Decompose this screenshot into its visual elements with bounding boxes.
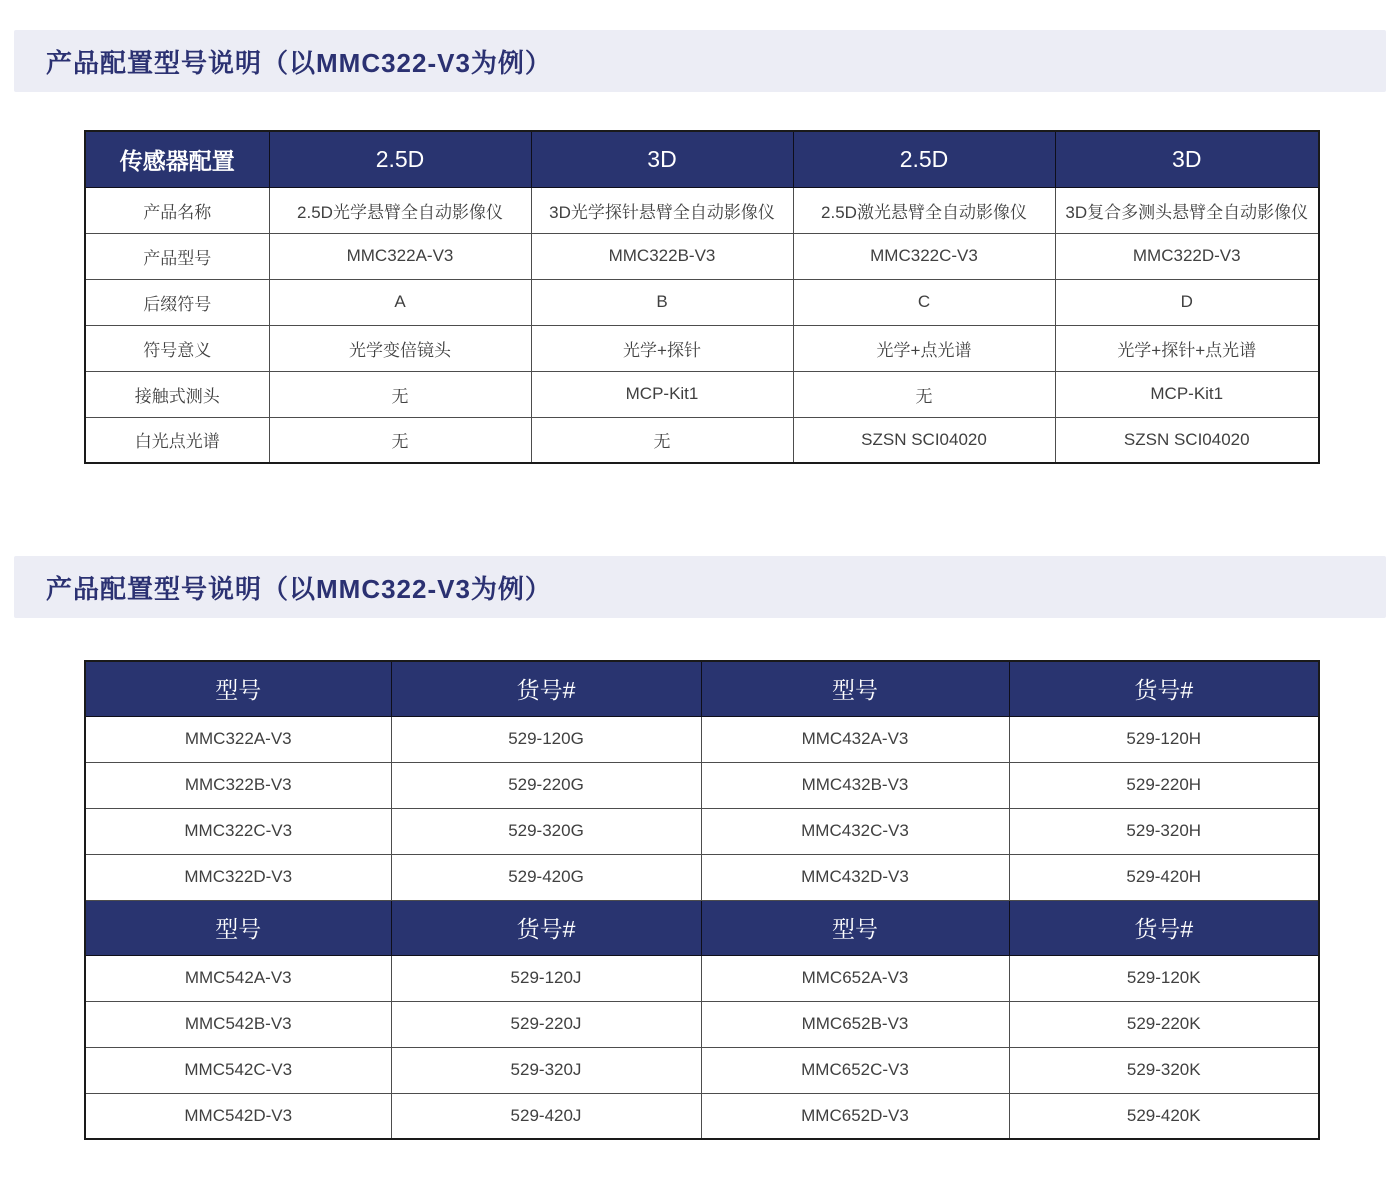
sensor-table-row-label: 后缀符号 [85, 279, 269, 325]
sensor-table-row-2 [85, 279, 1319, 325]
sensor-table-row-label: 产品名称 [85, 187, 269, 233]
model-table-col-header-0-0: 型号 [85, 661, 391, 716]
model-table-cell: 529-420K [1009, 1093, 1319, 1139]
model-table-cell: MMC652D-V3 [701, 1093, 1009, 1139]
model-table-cell: MMC322B-V3 [85, 762, 391, 808]
sensor-table-row-label: 符号意义 [85, 325, 269, 371]
sensor-table-cell: MMC322D-V3 [1055, 233, 1319, 279]
model-table-cell: MMC542B-V3 [85, 1001, 391, 1047]
sensor-table-cell: 3D光学探针悬臂全自动影像仪 [531, 187, 793, 233]
model-table-cell: 529-320J [391, 1047, 701, 1093]
model-table-cell: 529-420J [391, 1093, 701, 1139]
model-itemno-table [84, 660, 1320, 1140]
model-table-cell: MMC432A-V3 [701, 716, 1009, 762]
model-table-cell: MMC542A-V3 [85, 955, 391, 1001]
sensor-table-cell: 光学+点光谱 [793, 325, 1055, 371]
model-table-cell: MMC432D-V3 [701, 854, 1009, 900]
model-table-row-1-3 [85, 1093, 1319, 1139]
model-table-cell: MMC542D-V3 [85, 1093, 391, 1139]
model-table-cell: 529-320G [391, 808, 701, 854]
model-table-cell: 529-120J [391, 955, 701, 1001]
sensor-table-cell: SZSN SCI04020 [1055, 417, 1319, 463]
model-table-cell: MMC322A-V3 [85, 716, 391, 762]
sensor-config-table-body [85, 131, 1319, 463]
sensor-table-row-3 [85, 325, 1319, 371]
model-table-row-1-1 [85, 1001, 1319, 1047]
model-table-cell: MMC652A-V3 [701, 955, 1009, 1001]
model-table-cell: MMC432B-V3 [701, 762, 1009, 808]
sensor-table-cell: 光学变倍镜头 [269, 325, 531, 371]
sensor-table-cell: MMC322A-V3 [269, 233, 531, 279]
model-table-cell: 529-420G [391, 854, 701, 900]
model-table-cell: 529-120G [391, 716, 701, 762]
model-table-cell: 529-320K [1009, 1047, 1319, 1093]
model-table-row-0-2 [85, 808, 1319, 854]
model-table-cell: 529-120K [1009, 955, 1319, 1001]
model-table-col-header-1-2: 型号 [701, 900, 1009, 955]
model-table-cell: MMC652C-V3 [701, 1047, 1009, 1093]
model-table-col-header-1-3: 货号# [1009, 900, 1319, 955]
sensor-table-cell: MMC322B-V3 [531, 233, 793, 279]
sensor-table-cell: 无 [793, 371, 1055, 417]
model-table-header-row-1 [85, 900, 1319, 955]
sensor-table-row-5 [85, 417, 1319, 463]
sensor-table-cell: MCP-Kit1 [531, 371, 793, 417]
sensor-table-cell: 无 [269, 371, 531, 417]
model-table-cell: MMC652B-V3 [701, 1001, 1009, 1047]
sensor-table-cell: D [1055, 279, 1319, 325]
section1-header-bar [14, 30, 1386, 92]
sensor-table-col-header-3: 3D [1055, 131, 1319, 187]
sensor-table-cell: 3D复合多测头悬臂全自动影像仪 [1055, 187, 1319, 233]
model-table-cell: MMC432C-V3 [701, 808, 1009, 854]
model-table-cell: MMC322D-V3 [85, 854, 391, 900]
sensor-table-row-label: 接触式测头 [85, 371, 269, 417]
sensor-table-cell: 无 [269, 417, 531, 463]
model-table-cell: 529-120H [1009, 716, 1319, 762]
sensor-table-row-0 [85, 187, 1319, 233]
sensor-table-row-label: 产品型号 [85, 233, 269, 279]
sensor-table-corner-header: 传感器配置 [85, 131, 269, 187]
sensor-table-row-1 [85, 233, 1319, 279]
model-table-header-row-0 [85, 661, 1319, 716]
model-table-col-header-0-2: 型号 [701, 661, 1009, 716]
model-table-col-header-0-3: 货号# [1009, 661, 1319, 716]
sensor-table-col-header-2: 2.5D [793, 131, 1055, 187]
sensor-table-header-row [85, 131, 1319, 187]
model-table-cell: MMC542C-V3 [85, 1047, 391, 1093]
section2-title: 产品配置型号说明（以MMC322-V3为例） [46, 573, 552, 604]
sensor-table-cell: C [793, 279, 1055, 325]
section2-header-bar [14, 556, 1386, 618]
model-table-row-1-2 [85, 1047, 1319, 1093]
model-table-col-header-1-0: 型号 [85, 900, 391, 955]
sensor-table-cell: 光学+探针 [531, 325, 793, 371]
sensor-config-table [84, 130, 1320, 464]
sensor-table-cell: MCP-Kit1 [1055, 371, 1319, 417]
sensor-table-cell: 光学+探针+点光谱 [1055, 325, 1319, 371]
model-itemno-table-body [85, 661, 1319, 1139]
model-table-cell: 529-320H [1009, 808, 1319, 854]
model-table-cell: MMC322C-V3 [85, 808, 391, 854]
section1-title: 产品配置型号说明（以MMC322-V3为例） [46, 47, 552, 78]
model-table-col-header-1-1: 货号# [391, 900, 701, 955]
model-table-row-0-3 [85, 854, 1319, 900]
model-table-row-1-0 [85, 955, 1319, 1001]
sensor-table-col-header-1: 3D [531, 131, 793, 187]
sensor-table-cell: 无 [531, 417, 793, 463]
sensor-table-col-header-0: 2.5D [269, 131, 531, 187]
sensor-table-cell: B [531, 279, 793, 325]
sensor-table-row-label: 白光点光谱 [85, 417, 269, 463]
model-table-row-0-0 [85, 716, 1319, 762]
model-table-cell: 529-220J [391, 1001, 701, 1047]
model-table-cell: 529-420H [1009, 854, 1319, 900]
model-table-cell: 529-220K [1009, 1001, 1319, 1047]
sensor-table-cell: 2.5D激光悬臂全自动影像仪 [793, 187, 1055, 233]
model-table-col-header-0-1: 货号# [391, 661, 701, 716]
sensor-table-row-4 [85, 371, 1319, 417]
sensor-table-cell: SZSN SCI04020 [793, 417, 1055, 463]
model-table-cell: 529-220H [1009, 762, 1319, 808]
sensor-table-cell: MMC322C-V3 [793, 233, 1055, 279]
model-table-row-0-1 [85, 762, 1319, 808]
sensor-table-cell: A [269, 279, 531, 325]
model-table-cell: 529-220G [391, 762, 701, 808]
sensor-table-cell: 2.5D光学悬臂全自动影像仪 [269, 187, 531, 233]
